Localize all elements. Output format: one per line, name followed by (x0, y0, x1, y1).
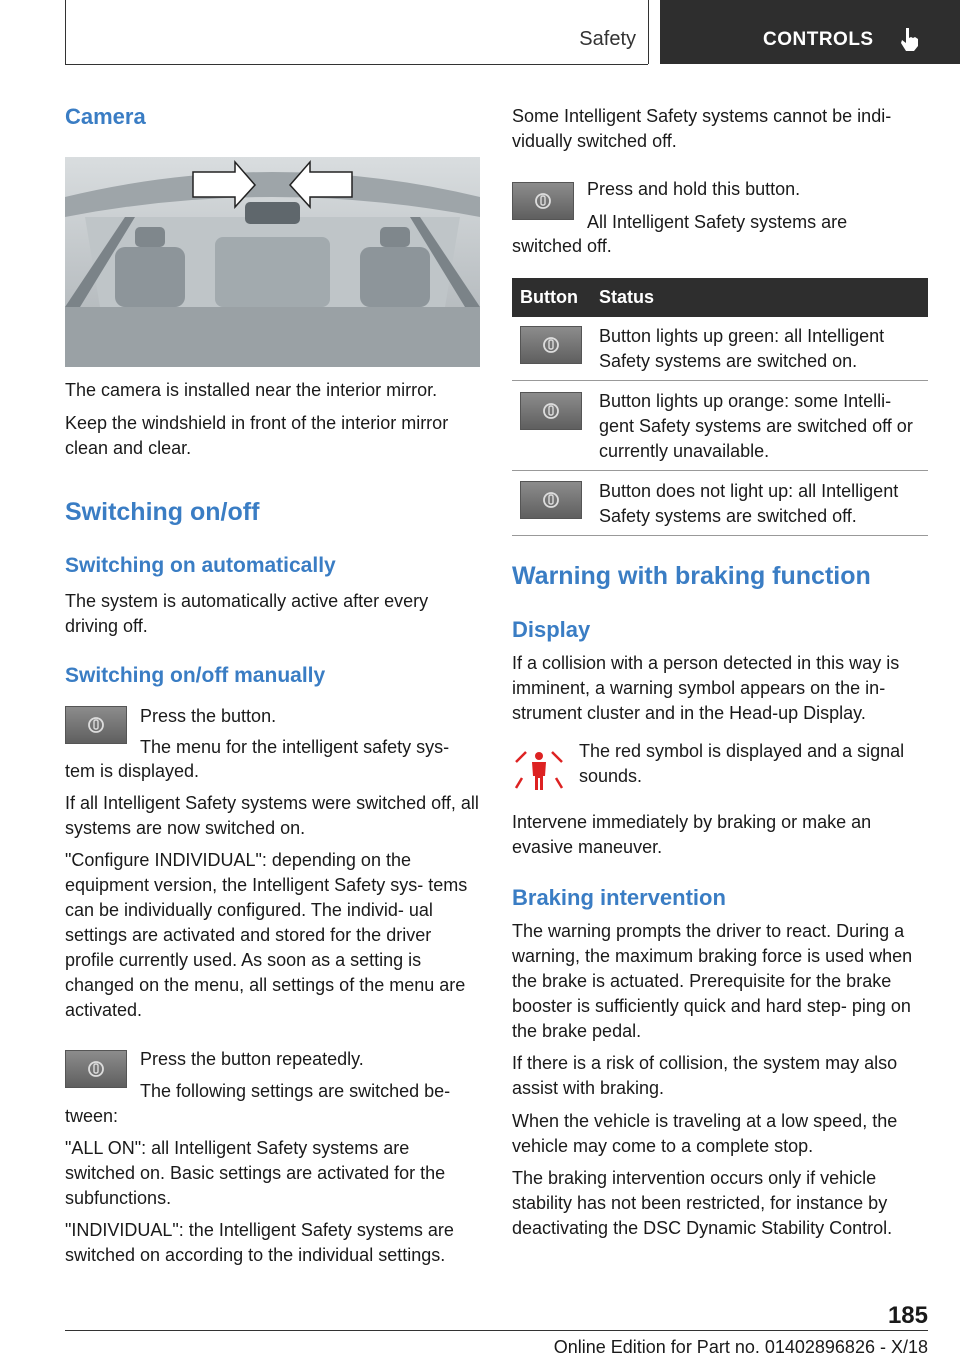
manual-heading: Switching on/off manually (65, 664, 326, 687)
display-paragraph: If a collision with a person detected in this way is imminent, a warning symbol appears on the in‐ strument cluster and in the Head-up Display. (512, 653, 900, 723)
header-left-rule (65, 0, 66, 64)
all-off-text: All Intelligent Safety systems are (587, 212, 848, 232)
header-section-title: Safety (579, 28, 636, 50)
header-chapter-label: CONTROLS (763, 29, 874, 50)
manual-menu-text: The menu for the intelligent safety sys‐ (140, 737, 450, 757)
intelligent-safety-button-icon (520, 481, 582, 519)
all-off-text-cont: switched off. (512, 236, 612, 256)
repeat-press-text: Press the button repeatedly. (140, 1049, 364, 1069)
repeat-switch-text-cont: tween: (65, 1106, 119, 1126)
intelligent-safety-button-icon (512, 182, 574, 220)
intelligent-safety-button-icon (65, 706, 127, 744)
display-heading: Display (512, 617, 591, 642)
individual-text: "INDIVIDUAL": the Intelligent Safety systems are switched on according to the individual settings. (65, 1220, 454, 1265)
table-header (512, 278, 928, 317)
table-row-status: Button does not light up: all Intelligent Safety systems are switched off. (599, 481, 899, 526)
camera-heading: Camera (65, 104, 146, 129)
table-row-divider (512, 380, 928, 381)
page-number: 185 (887, 1302, 928, 1329)
braking-paragraph-4: The braking intervention occurs only if vehicle stability has not been restricted, for instance by deactivating the DSC Dynamic Stability Control. (512, 1168, 893, 1238)
footer-rule (65, 1330, 928, 1331)
intervene-text: Intervene immediately by braking or make an evasive maneuver. (512, 812, 872, 857)
footer-edition-text: Online Edition for Part no. 01402896826 - X/18 (553, 1337, 928, 1357)
pointing-hand-icon (898, 26, 922, 52)
camera-paragraph-1: The camera is installed near the interior mirror. (65, 380, 438, 400)
warning-heading: Warning with braking function (512, 562, 871, 590)
braking-paragraph-1: The warning prompts the driver to react. During a warning, the maximum braking force is used when the brake is actuated. Prerequisite for the brake booster is sufficiently quick and hard step‐ ping on the brake pedal. (512, 921, 913, 1041)
intelligent-safety-button-icon (520, 326, 582, 364)
manual-paragraph-3: "Configure INDIVIDUAL": depending on the equipment version, the Intelligent Safety sys‐ tems can be individually configured. The individ‐ ual settings are activated and stored for the driver profile currently used. As soon as a setting is changed on the menu, all settings of the menu are activated. (65, 850, 468, 1020)
red-symbol-text: The red symbol is displayed and a signal sounds. (579, 741, 905, 786)
manual-menu-text-cont: tem is displayed. (65, 761, 200, 781)
header-bottom-rule (65, 64, 648, 65)
table-row-divider (512, 470, 928, 471)
all-on-text: "ALL ON": all Intelligent Safety systems are switched on. Basic settings are activated for the subfunctions. (65, 1138, 446, 1208)
camera-location-image (65, 157, 480, 367)
header-separator (648, 0, 649, 64)
table-row-divider (512, 535, 928, 536)
auto-heading: Switching on automatically (65, 554, 336, 577)
switching-heading: Switching on/off (65, 498, 260, 526)
braking-heading: Braking intervention (512, 885, 726, 910)
some-systems-text: Some Intelligent Safety systems cannot be indi‐ vidually switched off. (512, 106, 892, 151)
braking-paragraph-3: When the vehicle is traveling at a low speed, the vehicle may come to a complete stop. (512, 1111, 898, 1156)
table-header-status: Status (599, 287, 655, 307)
car-interior-illustration (65, 157, 480, 367)
camera-paragraph-2: Keep the windshield in front of the interior mirror clean and clear. (65, 413, 449, 458)
intelligent-safety-button-icon (520, 392, 582, 430)
press-hold-text: Press and hold this button. (587, 179, 801, 199)
repeat-switch-text: The following settings are switched be‐ (140, 1081, 451, 1101)
manual-paragraph-2: If all Intelligent Safety systems were switched off, all systems are now switched on. (65, 793, 479, 838)
auto-paragraph: The system is automatically active after every driving off. (65, 591, 429, 636)
pedestrian-warning-icon (512, 748, 566, 792)
manual-press-text: Press the button. (140, 706, 277, 726)
header-chapter-tab (660, 0, 960, 64)
table-header-button: Button (520, 287, 578, 307)
table-row-status: Button lights up green: all Intelligent Safety systems are switched on. (599, 326, 885, 371)
table-row-status: Button lights up orange: some Intelli‐ gent Safety systems are switched off or currently unavailable. (599, 391, 913, 461)
intelligent-safety-button-icon (65, 1050, 127, 1088)
braking-paragraph-2: If there is a risk of collision, the system may also assist with braking. (512, 1053, 898, 1098)
